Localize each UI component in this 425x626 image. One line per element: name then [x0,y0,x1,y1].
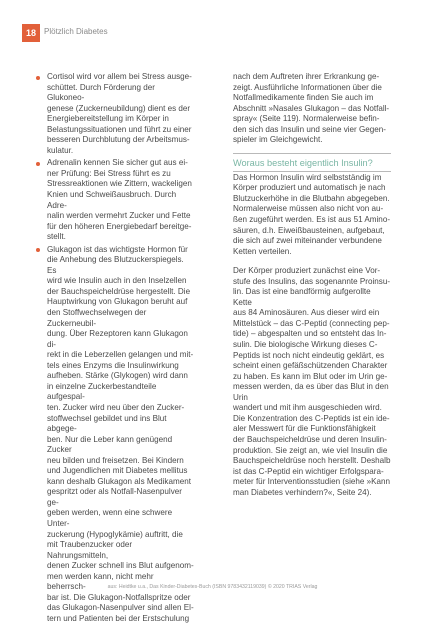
bullet-item-glukagon: Glukagon ist das wichtigste Hormon für die Anhebung des Blutzuckerspiegels. Es wird wie Insulin auch in den Inselzellen der Bauchspeicheldrüse hergestellt. Die Hauptwirkung von Glukagon beruht auf den Stoffwechselwegen der Zuckerneubil- dung. Über Rezeptoren kann Glukagon di- rekt in die Leberzellen gelangen und mit- tels eines Enzyms die Insulinwirkung aufheben. Stärke (Glykogen) wird dann in einzelne Zuckerbestandteile aufgespal- ten. Zucker wird neu über den Zucker- stoffwechsel gebildet und ins Blut abgege- ben. Nur die Leber kann genügend Zucker neu bilden und freisetzen. Bei Kindern und Jugendlichen mit Diabetes mellitus kann deshalb Glukagon als Medikament gespritzt oder als Notfall-Nasenpulver ge- geben werden, wenn eine schwere Unter- zuckerung (Hypoglykämie) auftritt, die mit Traubenzucker oder Nahrungsmitteln, denen Zucker schnell ins Blut aufgenom- men werden kann, nicht mehr beherrsch- bar ist. Die Glukagon-Notfallspritze oder das Glukagon-Nasenpulver sind allen El- tern und Patienten bei der Erstschulung [36,245,194,625]
running-head: Plötzlich Diabetes [44,27,108,36]
copyright-footer: aus: Heidtke u.a., Das Kinder-Diabetes-Buch (ISBN 9783432119039) © 2020 TRIAS Verlag [107,584,318,590]
right-column [233,72,391,498]
insulin-paragraph: Das Hormon Insulin wird selbstständig im Körper produziert und automatisch je nach Blutzuckerhöhe in die Blutbahn abgegeben. Normalerweise müssen also nicht von au- ßen zugeführt werden. Es ist aus 51 Amino- säuren, d.h. Eiweißbausteinen, aufgebaut, die sich auf zwei miteinander verbundene Ketten verteilen. [233,172,391,256]
continuation-paragraph: nach dem Auftreten ihrer Erkrankung ge- zeigt. Ausführliche Informationen über die Notfallmedikamente finden Sie auch im Abschnitt »Nasales Glukagon – das Notfall- spray« (Seite 119). Normalerweise befin- den sich das Insulin und seine vier Gegen- spieler im Gleichgewicht. [233,72,390,145]
left-column [36,72,194,626]
bullet-item-adrenalin: Adrenalin kennen Sie sicher gut aus ei- ner Prüfung: Bei Stress führt es zu Stressreaktionen wie Zittern, wackeligen Knien und Schweißausbruch. Durch Adre- nalin werden vermehrt Zucker und Fette für den höheren Energiebedarf bereitge- stellt. [36,158,194,242]
page-number-badge: 18 [22,24,40,42]
bullet-item-cortisol: Cortisol wird vor allem bei Stress ausge- schüttet. Durch Förderung der Glukoneo- genese (Zuckerneubildung) dient es der Energiebereitstellung im Körper in Belastungssituationen und führt zu einer besseren Durchblutung der Arbeitsmus- kulatur. [36,72,194,156]
section-heading: Woraus besteht eigentlich Insulin? [233,157,373,168]
section-rule-top [233,153,391,154]
section-rule-bottom [233,171,391,172]
bullet-list [36,72,194,624]
proinsulin-paragraph: Der Körper produziert zunächst eine Vor- stufe des Insulins, das sogenannte Proinsu- lin. Das ist eine bandförmig aufgerollte Kette aus 84 Aminosäuren. Aus dieser wird ein Mittelstück – das C-Peptid (connecting pep- tide) – abgespalten und so entsteht das In- sulin. Die biologische Wirkung dieses C- Peptids ist noch nicht eindeutig geklärt, es scheint einen gefäßschützenden Charakter zu haben. Es kann im Blut oder im Urin ge- messen werden, da es über das Blut in den Urin wandert und mit ihm ausgeschieden wird. Die Konzentration des C-Peptids ist ein ide- aler Messwert für die Funktionsfähigkeit der Bauchspeicheldrüse und deren Insulin- produktion. Sie zeigt an, wie viel Insulin die Bauchspeicheldrüse noch herstellt. Deshalb ist das C-Peptid ein wichtiger Erfolgspara- meter für Interventionsstudien (siehe »Kann man Diabetes verhindern?«, Seite 24). [233,266,391,497]
